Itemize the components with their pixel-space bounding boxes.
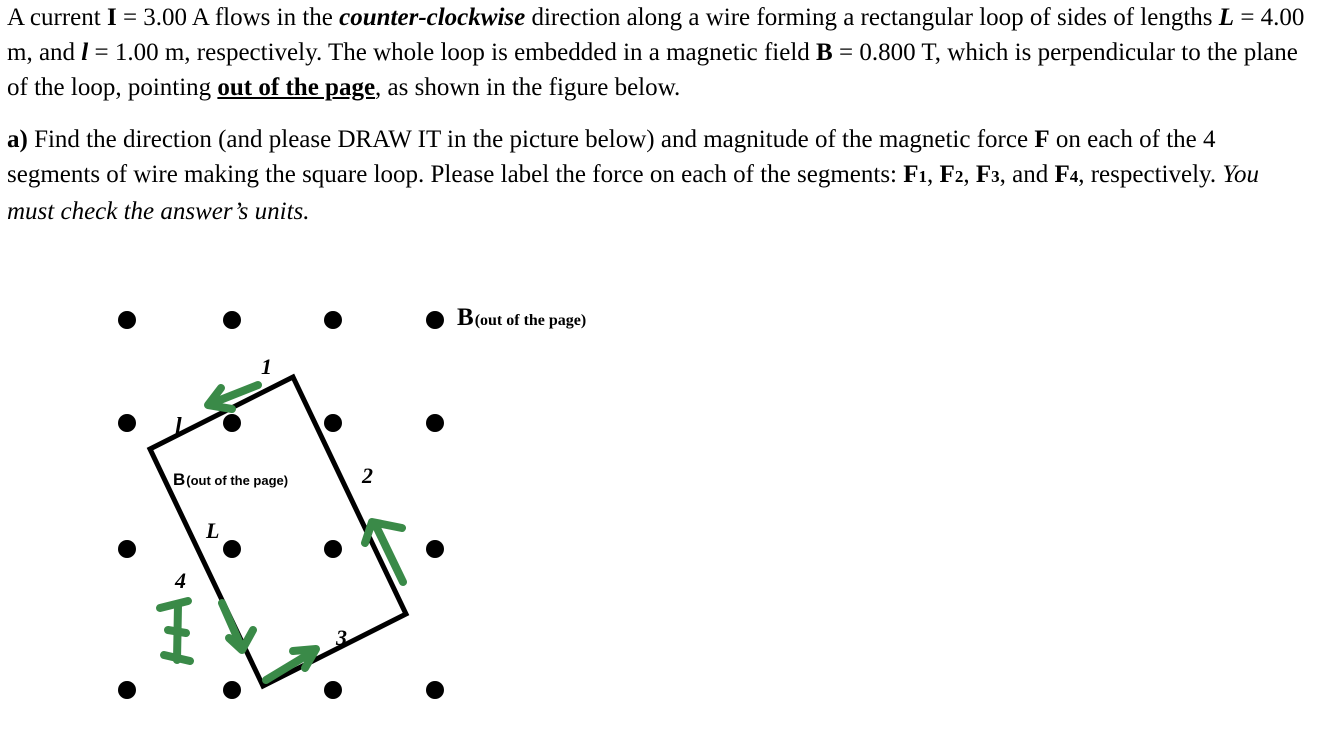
field-dot: [324, 414, 342, 432]
field-dot: [426, 311, 444, 329]
field-dot: [223, 311, 241, 329]
field-dot: [426, 414, 444, 432]
side-l-label: l: [175, 414, 182, 440]
field-dot: [426, 681, 444, 699]
part-a-question: a) Find the direction (and please DRAW IT in the picture below) and magnitude of the magnetic force F on each of the 4 segments of wire making the square loop. Please label the force on each of the segments: F1, F2, F3, and F4, respectively. You must check the answer’s units.: [7, 126, 1259, 225]
field-dot: [223, 414, 241, 432]
field-dot: [223, 540, 241, 558]
field-dot: [426, 540, 444, 558]
field-dot: [324, 311, 342, 329]
handwritten-current-text: I: [0, 0, 1, 1]
inner-field-label: B(out of the page): [173, 470, 289, 489]
field-dot: [118, 414, 136, 432]
field-dot: [324, 540, 342, 558]
field-dots: [118, 311, 444, 699]
current-arrow-segment-4: [222, 603, 253, 650]
field-dot: [118, 681, 136, 699]
problem-intro: A current I = 3.00 A flows in the counter-clockwise direction along a wire forming a rectangular loop of sides of lengths L = 4.00 m, and l = 1.00 m, respectively. The whole loop is embedded in a magnetic field B = 0.800 T, which is perpendicular to the plane of the loop, pointing out of the page, as shown in the figure below.: [7, 4, 1305, 101]
field-dot: [223, 681, 241, 699]
segment-1-label: 1: [261, 354, 272, 379]
field-label: B(out of the page): [457, 304, 587, 331]
segment-3-label: 3: [336, 625, 347, 650]
field-dot: [118, 311, 136, 329]
handwritten-current-label: [160, 601, 190, 661]
current-arrow-segment-3: [266, 649, 316, 680]
field-dot: [324, 681, 342, 699]
segment-2-label: 2: [362, 463, 373, 488]
segment-4-label: 4: [175, 568, 186, 593]
field-dot: [118, 540, 136, 558]
side-L-label: L: [206, 518, 220, 543]
